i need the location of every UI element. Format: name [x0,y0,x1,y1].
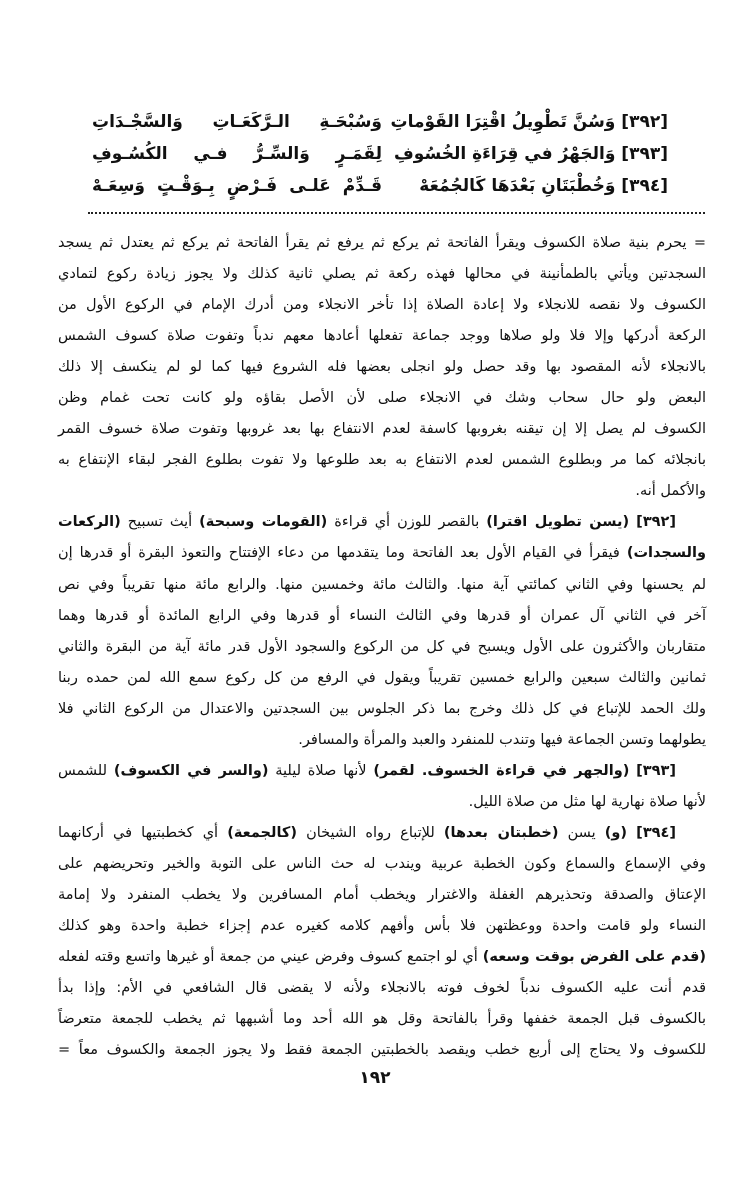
commentary-segment: النساء ولو قامت واحدة ووعظتهن فلا بأس وأفهم كلامه كغيره عدم إجزاء خطبة واحدة وهو كذلك [58,918,706,935]
text-line [58,476,706,507]
commentary-segment: للكسوف ولا يحتاج إلى أربع خطب ويقصد بالخطبتين الجمعة فقط ولا يجوز الجمعة والكسوف معاً = [58,1042,706,1059]
text-line [58,290,706,321]
text-line [58,1035,706,1066]
commentary-segment: قدم أنت عليه الكسوف ندباً لخوف فوته بالانجلاء ولأنه لا يقضى قال الشافعي في الأم: وإذا بدأ [58,980,706,997]
bold-matn-text: [٣٩٢] [636,514,677,531]
verse-row [80,176,680,208]
verse-row [80,112,680,144]
commentary-segment: للإتباع رواه الشيخان [296,824,444,841]
commentary-segment: للشمس [58,762,114,779]
commentary-segment: وفي الإسماع والسماع وكون الخطبة عربية ويندب له حث الناس على التوبة والخير وتحريضهم على [58,855,706,872]
text-line [58,228,706,259]
bold-matn-text: (كالجمعة) [227,824,297,841]
verse-first-hemistich: [٣٩٢] وَسُنَّ تَطْوِيلُ اقْتِرَا القَوْماتِ [390,112,668,132]
text-line [58,787,706,818]
commentary-segment: الركعة أدركها وإلا فلا ولو صلاها ووجد جماعة تفعلها أعادها معهم ندباً وتفوت صلاة كسوف الشمس [58,328,706,345]
commentary-segment: لأنها صلاة ليلية [268,762,374,779]
text-line [58,1004,706,1035]
text-line [58,601,706,632]
verse-first-hemistich: [٣٩٤] وَخُطْبَتَانِ بَعْدَهَا كَالجُمُعَهْ [419,176,668,196]
verse-second-hemistich: وَسُبْحَـةِ الـرَّكَعَـاتِ وَالسَّجْـدَاتِ [92,112,382,132]
verse-second-hemistich: قَـدِّمْ عَلـى فَـرْضٍ بِـوَقْـتٍ وَسِعَـهْ [92,176,382,196]
text-line [58,538,706,569]
dotted-separator [88,212,705,214]
text-line [58,507,706,538]
verse-first-hemistich: [٣٩٣] وَالجَهْرُ في قِرَاءَةِ الخُسُوفِ [394,144,668,164]
text-line [58,663,706,694]
commentary-segment: ثمانين والثالث سبعين والرابع خمسين تقريباً ويقول في الرفع من كل ركوع سمع الله لمن حمده ربنا [58,669,706,686]
commentary-segment: والأكمل أنه. [635,483,706,500]
bold-matn-text: (والجهر في قراءة الخسوف. لقمر) [373,762,630,779]
commentary-segment: أيث تسبيح [120,514,200,531]
text-line [58,445,706,476]
verse-second-hemistich: لِقَمَـرٍ وَالسِّـرُّ فـي الكُسُـوفِ [92,144,382,164]
text-line [58,725,706,756]
verse-row [80,144,680,176]
commentary-segment: بالانجلاء لأنه المقصود بها وقد حصل ولو انجلى بعضها فله الشروع فيها كما لو لم ينكسف إلا ذلك [58,359,706,376]
commentary-segment: الإعتاق والصدقة وتحذيرهم الغفلة والاغترار ويخطب أمام المسافرين ولا يخطب المنفرد ولا إمامة [58,886,706,903]
text-line [58,259,706,290]
commentary-text [58,228,706,1066]
commentary-segment: فيقرأ في القيام الأول بعد الفاتحة وما يتقدمها من دعاء الإفتتاح والتعوذ البقرة أو قدرها إن [58,545,627,562]
text-line [58,383,706,414]
bold-matn-text: (القومات وسبحة) [199,514,328,531]
bold-matn-text: [٣٩٣] [636,762,676,779]
bold-matn-text: (و) [604,824,628,841]
text-line [58,694,706,725]
commentary-segment: السجدتين ويأتي بالطمأنينة في محالها فهذه ركعة ثم يصلي ثانية كذلك ولا يجوز زيادة ركوع لتمادي [58,266,706,283]
text-line [58,632,706,663]
commentary-segment: بالكسوف قبل الجمعة خففها وقرأ بالفاتحة وقل هو الله أحد وما أشبهها ثم يخطب للجمعة متعرضاً [58,1011,706,1028]
page-number: ١٩٢ [359,1068,391,1088]
commentary-segment: أي كخطبتيها في أركانهما [58,824,228,841]
text-line [58,911,706,942]
bold-matn-text: (قدم على الفرض بوقت وسعه) [482,949,706,966]
commentary-segment: أي لو اجتمع كسوف وفرض عيني من جمعة أو غيرها واتسع وقته لفعله [58,949,483,966]
commentary-segment: البعض ولو حال سحاب وشك في الانجلاء صلى لأن الأصل بقاؤه ولو كانت تحت غمام وظن [58,390,706,407]
verse-block [80,112,680,208]
commentary-segment: الكسوف ولا نقصه للانجلاء ولا إعادة الصلاة إذا تأخر الانجلاء ومن أدرك الإمام في الركوع الأول من [58,297,706,314]
text-line [58,756,706,787]
commentary-segment: آخر في الثاني آل عمران أو قدرها وفي الثالث النساء أو قدرها وفي الرابع المائدة أو قدرها وهما [58,607,706,624]
text-line [58,321,706,352]
commentary-segment [627,825,636,841]
text-line [58,942,706,973]
bold-matn-text: (خطبتان بعدها) [443,824,559,841]
commentary-segment: يطولهما وتسن الجماعة فيها وتندب للمنفرد والعبد والمرأة والمسافر. [298,731,706,748]
commentary-segment: يسن [558,824,605,841]
bold-matn-text: (يسن تطويل اقترا) [486,514,630,531]
commentary-segment: الكسوف لم يصل إلا إن تيقنه بغروبها كاسفة لعدم الانتفاع بها بعد غروبها وتفوت صلاة خسوف القمر [58,421,706,438]
text-line [58,849,706,880]
bold-matn-text: (الركعات [58,514,121,531]
text-line [58,570,706,601]
bold-matn-text: [٣٩٤] [636,824,677,841]
commentary-segment: ولك الحمد للإتباع في كل ذلك وخرج بما ذكر الجلوس بين السجدتين والاعتدال من الركوع الثاني فلا [58,700,706,717]
commentary-segment: = يحرم بنية صلاة الكسوف ويقرأ الفاتحة ثم يركع ثم يرفع ثم يقرأ الفاتحة ثم يركع ثم يعتدل ثم يسجد [58,235,706,251]
text-line [58,414,706,445]
text-line [58,880,706,911]
text-line [58,352,706,383]
commentary-segment: متقاربان والأكثرون على الأول ويسبح في كل من الركوع والسجود الأول قدر مائة آية من البقرة والثاني [58,638,706,655]
text-line [58,973,706,1004]
bold-matn-text: والسجدات) [626,545,706,562]
commentary-segment: بالقصر للوزن أي قراءة [327,514,487,531]
bold-matn-text: (والسر في الكسوف) [113,762,269,779]
commentary-segment: لأنها صلاة نهارية لها مثل من صلاة الليل. [468,793,706,810]
commentary-segment: بانجلائه كما مر وبطلوع الشمس لعدم الانتفاع به بعد طلوعها ولا تفوت بطلوع الفجر لبقاء الإنتفاع به [58,452,706,469]
text-line [58,818,706,849]
commentary-segment: لم يحسنها وفي الثاني كمائتي آية منها. والثالث مائة وخمسين منها. والرابع مائة منها تقريباً وفي نص [58,576,706,593]
